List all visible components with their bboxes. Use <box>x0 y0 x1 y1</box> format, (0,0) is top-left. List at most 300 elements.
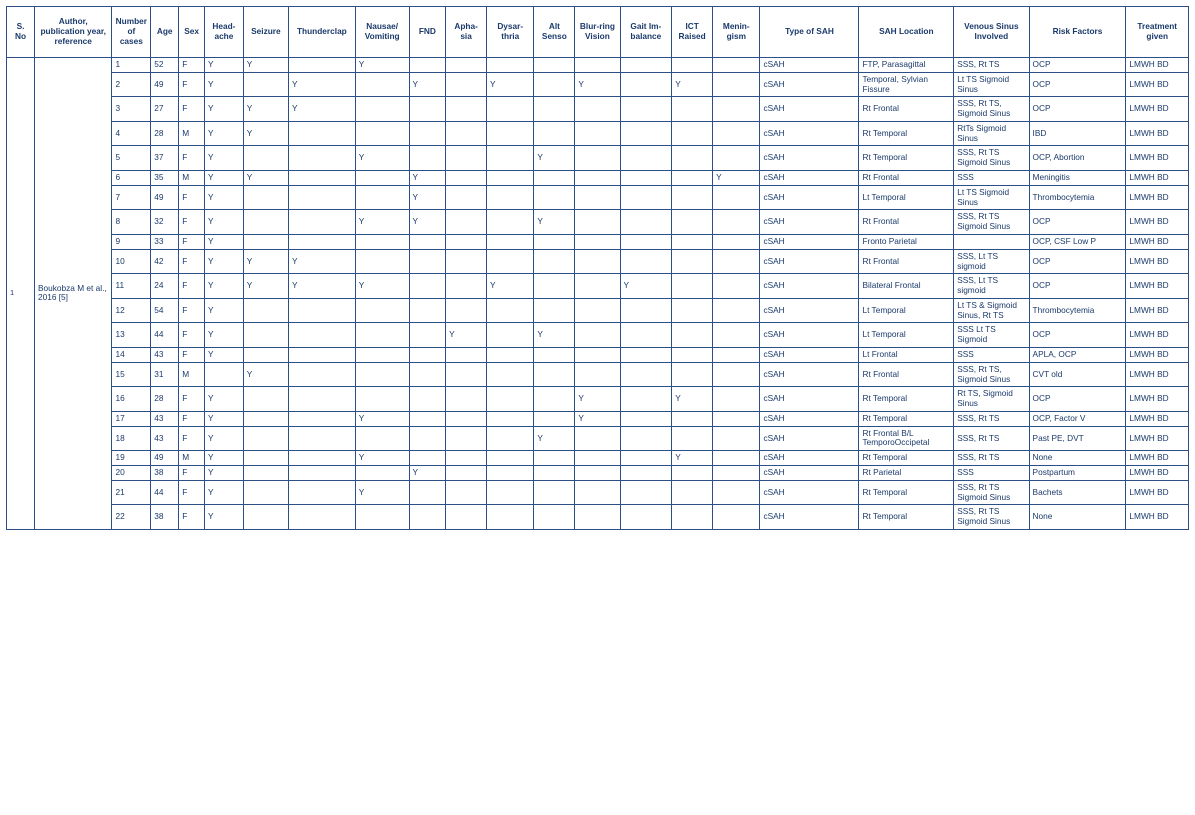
cell-author-reference: Boukobza M et al., 2016 [5] <box>34 58 112 530</box>
cell-gait-imbalance <box>620 121 672 146</box>
cell-ict-raised: Y <box>672 387 713 412</box>
cell-type-of-sah: cSAH <box>760 210 859 235</box>
cell-thunderclap <box>289 58 356 73</box>
cell-type-of-sah: cSAH <box>760 451 859 466</box>
cell-case-number: 5 <box>112 146 151 171</box>
cell-sah-location: Rt Frontal <box>859 362 954 387</box>
cell-aphasia <box>446 505 487 530</box>
cell-type-of-sah: cSAH <box>760 505 859 530</box>
cell-sex: F <box>179 210 205 235</box>
cell-ict-raised: Y <box>672 451 713 466</box>
cell-seizure <box>243 210 288 235</box>
cell-case-number: 10 <box>112 249 151 274</box>
cell-dysarthria: Y <box>487 274 534 299</box>
col-header-nausea-vomiting: Nausae/ Vomiting <box>355 7 409 58</box>
cell-ict-raised: Y <box>672 72 713 97</box>
cell-fnd: Y <box>409 171 446 186</box>
cell-headache: Y <box>205 234 244 249</box>
cell-blurring-vision: Y <box>575 387 620 412</box>
cell-ict-raised <box>672 466 713 481</box>
cell-treatment: LMWH BD <box>1126 171 1189 186</box>
cell-alt-senso: Y <box>534 210 575 235</box>
cell-aphasia <box>446 298 487 323</box>
table-row <box>7 426 1189 451</box>
cell-sex: F <box>179 234 205 249</box>
cell-treatment: LMWH BD <box>1126 387 1189 412</box>
cell-blurring-vision: Y <box>575 72 620 97</box>
col-header-dysarthria: Dysar-thria <box>487 7 534 58</box>
cell-sex: F <box>179 347 205 362</box>
cell-sah-location: Rt Temporal <box>859 411 954 426</box>
cell-nausea-vomiting: Y <box>355 210 409 235</box>
cell-sex: F <box>179 274 205 299</box>
cell-treatment: LMWH BD <box>1126 274 1189 299</box>
cell-blurring-vision <box>575 274 620 299</box>
cell-type-of-sah: cSAH <box>760 146 859 171</box>
table-row <box>7 387 1189 412</box>
cell-risk-factors: Thrombocytemia <box>1029 185 1126 210</box>
cell-type-of-sah: cSAH <box>760 466 859 481</box>
cell-type-of-sah: cSAH <box>760 58 859 73</box>
cell-fnd <box>409 387 446 412</box>
cell-venous-sinus: SSS, Lt TS sigmoid <box>954 249 1029 274</box>
cell-nausea-vomiting <box>355 362 409 387</box>
table-header <box>7 7 1189 58</box>
cell-thunderclap: Y <box>289 249 356 274</box>
cell-seizure: Y <box>243 97 288 122</box>
cell-venous-sinus: Lt TS Sigmoid Sinus <box>954 185 1029 210</box>
cell-meningism <box>713 362 760 387</box>
cell-ict-raised <box>672 505 713 530</box>
cell-age: 43 <box>151 347 179 362</box>
cell-gait-imbalance <box>620 505 672 530</box>
cell-meningism <box>713 347 760 362</box>
cell-risk-factors: OCP <box>1029 210 1126 235</box>
cell-alt-senso <box>534 234 575 249</box>
cell-venous-sinus: Rt TS, Sigmoid Sinus <box>954 387 1029 412</box>
cell-blurring-vision <box>575 97 620 122</box>
cell-nausea-vomiting <box>355 72 409 97</box>
cell-thunderclap <box>289 362 356 387</box>
cell-sex: M <box>179 121 205 146</box>
cell-gait-imbalance <box>620 298 672 323</box>
cell-venous-sinus: SSS <box>954 347 1029 362</box>
cell-treatment: LMWH BD <box>1126 505 1189 530</box>
cell-ict-raised <box>672 480 713 505</box>
cell-venous-sinus <box>954 234 1029 249</box>
cell-type-of-sah: cSAH <box>760 97 859 122</box>
cell-case-number: 19 <box>112 451 151 466</box>
cell-headache: Y <box>205 210 244 235</box>
cell-risk-factors: OCP, CSF Low P <box>1029 234 1126 249</box>
cell-blurring-vision <box>575 362 620 387</box>
cell-seizure: Y <box>243 58 288 73</box>
cell-thunderclap <box>289 480 356 505</box>
cell-age: 49 <box>151 185 179 210</box>
cell-dysarthria <box>487 185 534 210</box>
cell-sah-location: Rt Parietal <box>859 466 954 481</box>
cell-sex: F <box>179 72 205 97</box>
cell-treatment: LMWH BD <box>1126 466 1189 481</box>
cell-risk-factors: Past PE, DVT <box>1029 426 1126 451</box>
cell-thunderclap <box>289 171 356 186</box>
col-header-aphasia: Apha-sia <box>446 7 487 58</box>
cell-venous-sinus: SSS, Rt TS, Sigmoid Sinus <box>954 97 1029 122</box>
cell-seizure <box>243 234 288 249</box>
cell-case-number: 12 <box>112 298 151 323</box>
cell-ict-raised <box>672 97 713 122</box>
table-row <box>7 234 1189 249</box>
cell-sah-location: Lt Frontal <box>859 347 954 362</box>
cell-type-of-sah: cSAH <box>760 426 859 451</box>
cell-meningism <box>713 480 760 505</box>
cell-treatment: LMWH BD <box>1126 362 1189 387</box>
cell-headache: Y <box>205 97 244 122</box>
cell-ict-raised <box>672 185 713 210</box>
cell-blurring-vision <box>575 121 620 146</box>
cell-headache: Y <box>205 298 244 323</box>
cell-fnd <box>409 411 446 426</box>
cell-fnd <box>409 249 446 274</box>
cell-headache: Y <box>205 347 244 362</box>
cell-gait-imbalance <box>620 411 672 426</box>
table-row <box>7 451 1189 466</box>
cell-case-number: 14 <box>112 347 151 362</box>
cell-treatment: LMWH BD <box>1126 72 1189 97</box>
cell-aphasia <box>446 210 487 235</box>
cell-fnd <box>409 323 446 348</box>
cell-treatment: LMWH BD <box>1126 249 1189 274</box>
cell-alt-senso <box>534 362 575 387</box>
cell-risk-factors: APLA, OCP <box>1029 347 1126 362</box>
cell-age: 43 <box>151 426 179 451</box>
cell-blurring-vision <box>575 185 620 210</box>
cell-gait-imbalance <box>620 362 672 387</box>
cell-aphasia <box>446 466 487 481</box>
cell-headache: Y <box>205 185 244 210</box>
cell-treatment: LMWH BD <box>1126 97 1189 122</box>
cell-headache: Y <box>205 411 244 426</box>
table-row <box>7 121 1189 146</box>
cell-seizure: Y <box>243 362 288 387</box>
cell-type-of-sah: cSAH <box>760 274 859 299</box>
cell-venous-sinus: SSS, Rt TS <box>954 451 1029 466</box>
cell-age: 33 <box>151 234 179 249</box>
cell-case-number: 7 <box>112 185 151 210</box>
cell-thunderclap <box>289 185 356 210</box>
cell-meningism <box>713 451 760 466</box>
cell-sex: F <box>179 426 205 451</box>
cell-aphasia <box>446 121 487 146</box>
cell-aphasia <box>446 362 487 387</box>
cell-aphasia <box>446 249 487 274</box>
cell-aphasia <box>446 72 487 97</box>
cell-treatment: LMWH BD <box>1126 146 1189 171</box>
cell-nausea-vomiting <box>355 97 409 122</box>
cell-dysarthria <box>487 249 534 274</box>
cell-dysarthria <box>487 387 534 412</box>
col-header-age: Age <box>151 7 179 58</box>
cell-type-of-sah: cSAH <box>760 323 859 348</box>
cell-dysarthria <box>487 480 534 505</box>
cell-sah-location: Bilateral Frontal <box>859 274 954 299</box>
cell-sex: M <box>179 171 205 186</box>
cell-venous-sinus: SSS, Lt TS sigmoid <box>954 274 1029 299</box>
cell-thunderclap <box>289 347 356 362</box>
cell-age: 54 <box>151 298 179 323</box>
cell-blurring-vision <box>575 58 620 73</box>
cell-thunderclap: Y <box>289 274 356 299</box>
cell-seizure <box>243 185 288 210</box>
cell-alt-senso: Y <box>534 323 575 348</box>
cell-seizure: Y <box>243 171 288 186</box>
cell-treatment: LMWH BD <box>1126 347 1189 362</box>
table-row <box>7 97 1189 122</box>
cell-seizure <box>243 72 288 97</box>
cell-meningism <box>713 387 760 412</box>
col-header-sah-location: SAH Location <box>859 7 954 58</box>
cell-headache: Y <box>205 146 244 171</box>
cell-venous-sinus: SSS <box>954 171 1029 186</box>
cell-gait-imbalance <box>620 146 672 171</box>
cell-age: 49 <box>151 72 179 97</box>
cell-ict-raised <box>672 298 713 323</box>
cell-fnd <box>409 347 446 362</box>
cell-sah-location: Rt Temporal <box>859 480 954 505</box>
cell-meningism <box>713 146 760 171</box>
cell-alt-senso <box>534 249 575 274</box>
cell-gait-imbalance <box>620 249 672 274</box>
cell-age: 32 <box>151 210 179 235</box>
col-header-blurring-vision: Blur-ring Vision <box>575 7 620 58</box>
cell-risk-factors: None <box>1029 451 1126 466</box>
cell-thunderclap <box>289 210 356 235</box>
cell-age: 35 <box>151 171 179 186</box>
col-header-venous-sinus: Venous Sinus Involved <box>954 7 1029 58</box>
cell-meningism <box>713 234 760 249</box>
cell-sex: M <box>179 362 205 387</box>
cell-aphasia <box>446 58 487 73</box>
cell-venous-sinus: SSS, Rt TS Sigmoid Sinus <box>954 210 1029 235</box>
cell-headache: Y <box>205 58 244 73</box>
cell-nausea-vomiting <box>355 298 409 323</box>
cell-thunderclap: Y <box>289 97 356 122</box>
cell-dysarthria <box>487 146 534 171</box>
cell-meningism <box>713 185 760 210</box>
cell-gait-imbalance <box>620 426 672 451</box>
cell-seizure <box>243 298 288 323</box>
cell-fnd <box>409 362 446 387</box>
cell-venous-sinus: SSS Lt TS Sigmoid <box>954 323 1029 348</box>
cell-treatment: LMWH BD <box>1126 210 1189 235</box>
table-row <box>7 274 1189 299</box>
cell-sex: F <box>179 58 205 73</box>
table-row <box>7 298 1189 323</box>
cell-seizure: Y <box>243 249 288 274</box>
cell-headache: Y <box>205 426 244 451</box>
cell-type-of-sah: cSAH <box>760 185 859 210</box>
cell-nausea-vomiting <box>355 171 409 186</box>
cell-dysarthria <box>487 58 534 73</box>
cell-blurring-vision <box>575 426 620 451</box>
cell-alt-senso <box>534 171 575 186</box>
cell-serial-number: 1 <box>7 58 35 530</box>
cell-gait-imbalance <box>620 323 672 348</box>
cell-case-number: 20 <box>112 466 151 481</box>
cell-fnd <box>409 146 446 171</box>
cell-fnd <box>409 97 446 122</box>
cell-sah-location: Rt Temporal <box>859 451 954 466</box>
cell-meningism <box>713 298 760 323</box>
table-row <box>7 466 1189 481</box>
cell-ict-raised <box>672 426 713 451</box>
cell-ict-raised <box>672 210 713 235</box>
cell-aphasia: Y <box>446 323 487 348</box>
cell-fnd: Y <box>409 72 446 97</box>
cell-venous-sinus: SSS, Rt TS Sigmoid Sinus <box>954 480 1029 505</box>
cell-blurring-vision <box>575 323 620 348</box>
cell-age: 31 <box>151 362 179 387</box>
cell-treatment: LMWH BD <box>1126 185 1189 210</box>
cell-gait-imbalance <box>620 97 672 122</box>
col-header-gait-imbalance: Gait Im-balance <box>620 7 672 58</box>
cell-age: 37 <box>151 146 179 171</box>
cell-venous-sinus: SSS, Rt TS <box>954 426 1029 451</box>
table-row <box>7 480 1189 505</box>
cell-gait-imbalance <box>620 480 672 505</box>
cell-headache: Y <box>205 505 244 530</box>
cell-age: 52 <box>151 58 179 73</box>
cell-ict-raised <box>672 234 713 249</box>
cell-nausea-vomiting: Y <box>355 480 409 505</box>
cell-seizure <box>243 466 288 481</box>
cell-ict-raised <box>672 58 713 73</box>
cell-thunderclap <box>289 426 356 451</box>
cell-alt-senso <box>534 480 575 505</box>
cell-gait-imbalance <box>620 58 672 73</box>
cell-alt-senso <box>534 466 575 481</box>
cell-risk-factors: OCP <box>1029 58 1126 73</box>
cell-thunderclap: Y <box>289 72 356 97</box>
cell-meningism <box>713 58 760 73</box>
cell-age: 43 <box>151 411 179 426</box>
cell-sah-location: FTP, Parasagittal <box>859 58 954 73</box>
cell-meningism <box>713 466 760 481</box>
col-header-treatment: Treatment given <box>1126 7 1189 58</box>
cell-sex: F <box>179 97 205 122</box>
cell-sah-location: Temporal, Sylvian Fissure <box>859 72 954 97</box>
cell-alt-senso <box>534 411 575 426</box>
cell-headache: Y <box>205 387 244 412</box>
cell-alt-senso <box>534 185 575 210</box>
col-header-type-of-sah: Type of SAH <box>760 7 859 58</box>
cell-type-of-sah: cSAH <box>760 249 859 274</box>
cell-dysarthria <box>487 97 534 122</box>
cell-alt-senso <box>534 347 575 362</box>
cell-sex: F <box>179 505 205 530</box>
cell-gait-imbalance <box>620 171 672 186</box>
cell-sah-location: Rt Frontal <box>859 249 954 274</box>
col-header-fnd: FND <box>409 7 446 58</box>
cell-dysarthria <box>487 451 534 466</box>
cell-dysarthria <box>487 466 534 481</box>
cell-meningism <box>713 121 760 146</box>
cell-headache <box>205 362 244 387</box>
cell-ict-raised <box>672 347 713 362</box>
cell-nausea-vomiting <box>355 185 409 210</box>
cell-fnd: Y <box>409 185 446 210</box>
cell-headache: Y <box>205 121 244 146</box>
cell-nausea-vomiting: Y <box>355 274 409 299</box>
cell-treatment: LMWH BD <box>1126 323 1189 348</box>
cell-type-of-sah: cSAH <box>760 480 859 505</box>
cell-type-of-sah: cSAH <box>760 347 859 362</box>
cell-risk-factors: Postpartum <box>1029 466 1126 481</box>
cell-aphasia <box>446 451 487 466</box>
cell-nausea-vomiting <box>355 505 409 530</box>
cell-treatment: LMWH BD <box>1126 480 1189 505</box>
cell-thunderclap <box>289 387 356 412</box>
cell-age: 28 <box>151 121 179 146</box>
cell-venous-sinus: Lt TS Sigmoid Sinus <box>954 72 1029 97</box>
cell-meningism <box>713 323 760 348</box>
table-row <box>7 146 1189 171</box>
cell-headache: Y <box>205 249 244 274</box>
cell-risk-factors: OCP <box>1029 97 1126 122</box>
cell-case-number: 9 <box>112 234 151 249</box>
cell-venous-sinus: SSS <box>954 466 1029 481</box>
cell-sah-location: Rt Frontal <box>859 210 954 235</box>
header-row <box>7 7 1189 58</box>
cell-venous-sinus: SSS, Rt TS Sigmoid Sinus <box>954 505 1029 530</box>
cell-blurring-vision <box>575 466 620 481</box>
table-row <box>7 58 1189 73</box>
cell-headache: Y <box>205 466 244 481</box>
cell-case-number: 8 <box>112 210 151 235</box>
col-header-meningism: Menin-gism <box>713 7 760 58</box>
cell-aphasia <box>446 171 487 186</box>
cell-sah-location: Lt Temporal <box>859 185 954 210</box>
cell-nausea-vomiting: Y <box>355 146 409 171</box>
cell-treatment: LMWH BD <box>1126 426 1189 451</box>
cell-fnd <box>409 234 446 249</box>
cell-sah-location: Lt Temporal <box>859 323 954 348</box>
cell-case-number: 4 <box>112 121 151 146</box>
cell-nausea-vomiting: Y <box>355 58 409 73</box>
cell-risk-factors: OCP <box>1029 72 1126 97</box>
cell-nausea-vomiting <box>355 387 409 412</box>
cell-ict-raised <box>672 249 713 274</box>
cell-sex: F <box>179 298 205 323</box>
cell-headache: Y <box>205 480 244 505</box>
cell-case-number: 3 <box>112 97 151 122</box>
cell-aphasia <box>446 234 487 249</box>
cell-ict-raised <box>672 323 713 348</box>
cell-meningism <box>713 210 760 235</box>
cell-ict-raised <box>672 362 713 387</box>
table-row <box>7 72 1189 97</box>
cell-alt-senso <box>534 298 575 323</box>
cell-blurring-vision <box>575 451 620 466</box>
cell-treatment: LMWH BD <box>1126 298 1189 323</box>
cell-dysarthria <box>487 505 534 530</box>
cell-sex: F <box>179 146 205 171</box>
cell-alt-senso <box>534 72 575 97</box>
table-row <box>7 171 1189 186</box>
cell-dysarthria <box>487 323 534 348</box>
cell-fnd: Y <box>409 210 446 235</box>
cell-risk-factors: OCP, Abortion <box>1029 146 1126 171</box>
